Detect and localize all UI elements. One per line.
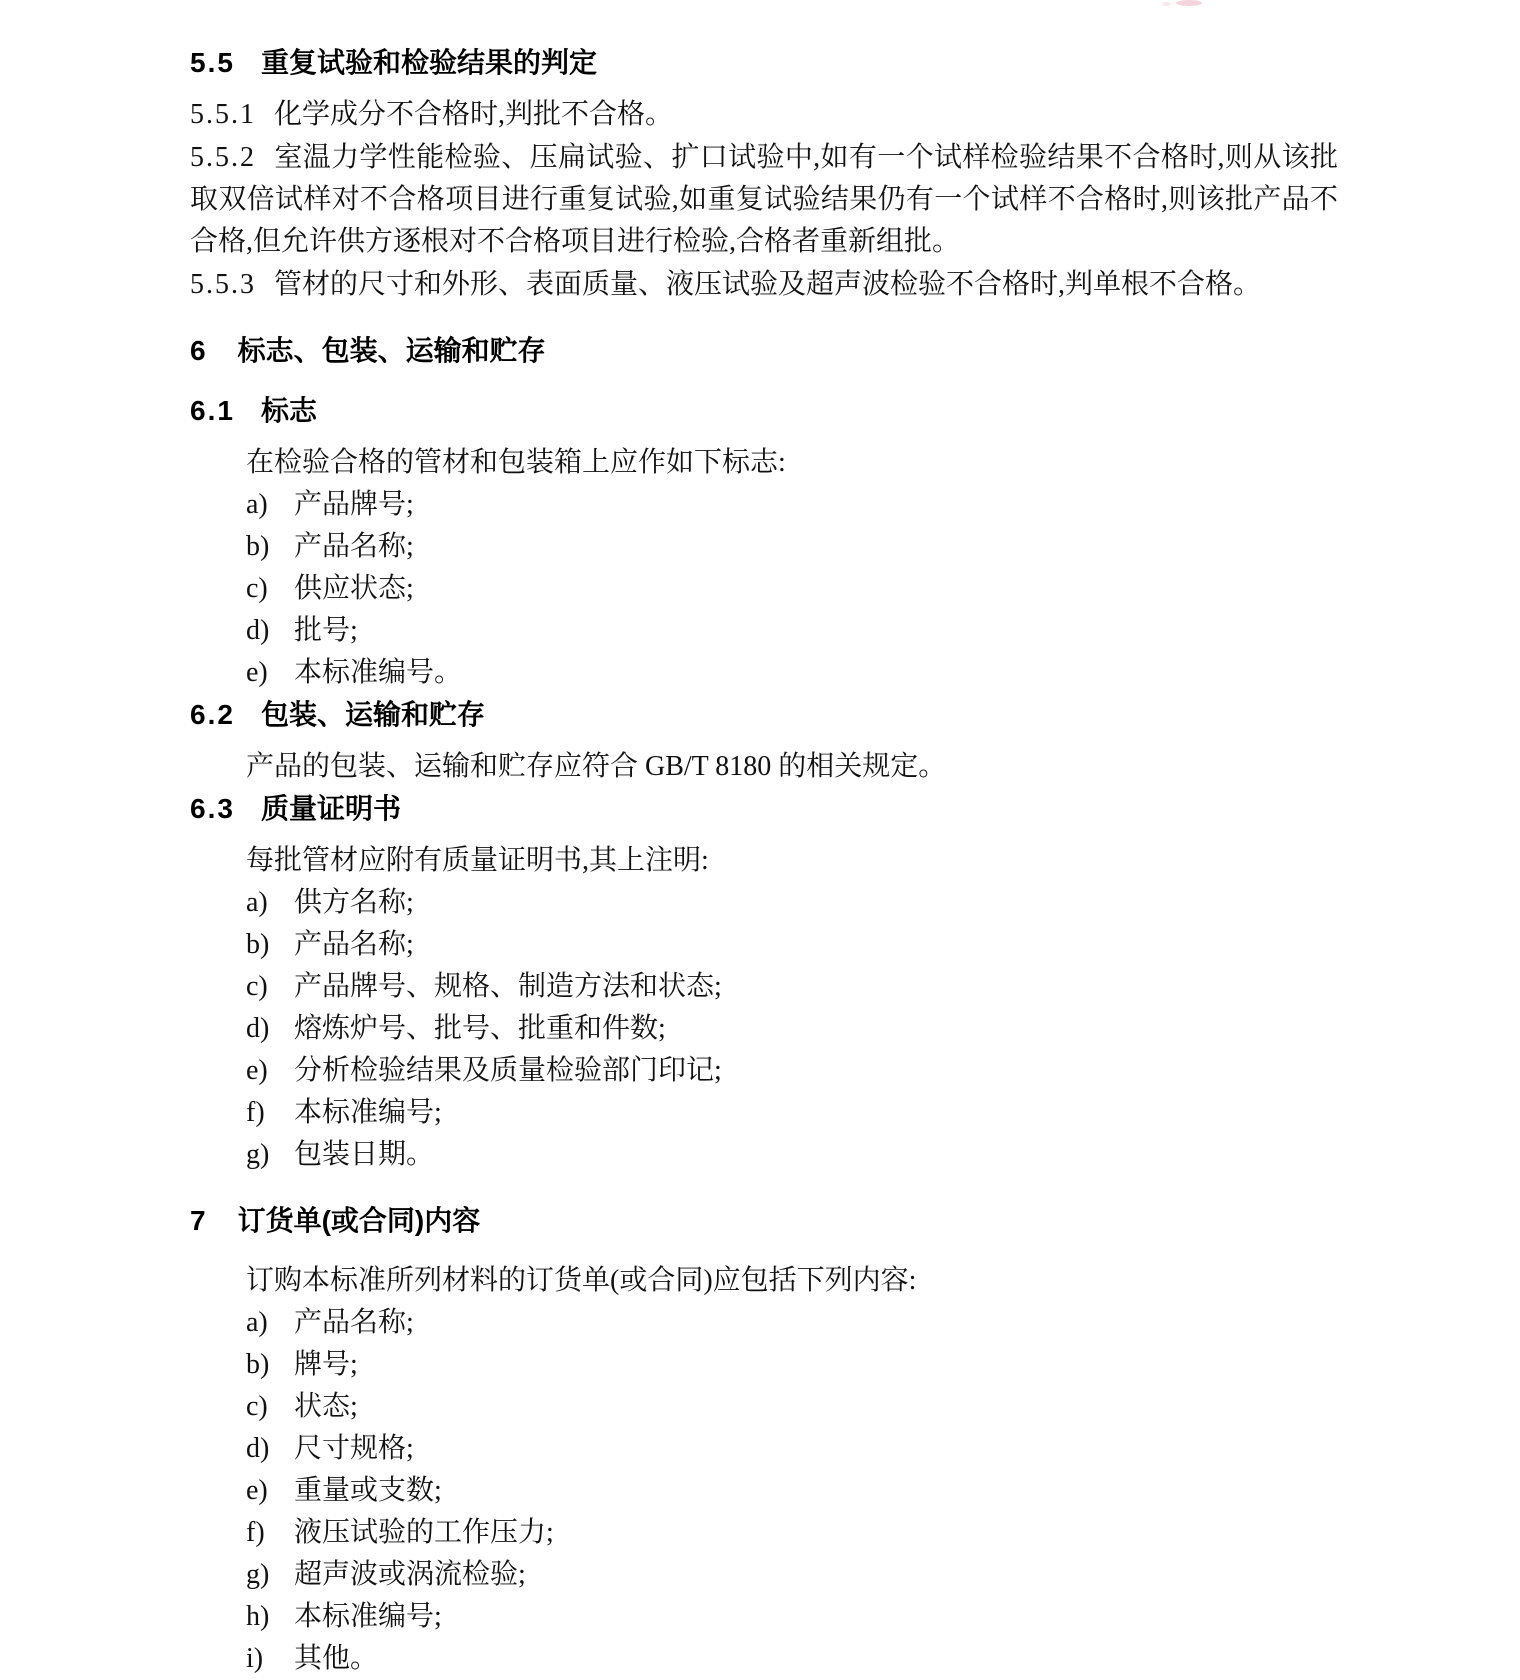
list-item-text: 本标准编号。 [294, 657, 463, 688]
section-number: 5.5 [190, 47, 235, 78]
list-item [190, 1302, 1338, 1344]
list-item [190, 1050, 1338, 1092]
list-item-marker: d) [246, 1433, 270, 1464]
section-heading-6-3 [190, 788, 1338, 830]
paragraph: 每批管材应附有质量证明书,其上注明: [246, 845, 709, 876]
list-item-text: 状态; [294, 1391, 358, 1422]
list-item-marker: a) [246, 489, 268, 520]
list-item [190, 1638, 1338, 1680]
paragraph: 在检验合格的管材和包装箱上应作如下标志: [246, 447, 786, 478]
list-item [190, 610, 1338, 652]
paragraph: 产品的包装、运输和贮存应符合 GB/T 8180 的相关规定。 [246, 751, 947, 782]
clause-number: 5.5.1 [190, 99, 256, 130]
section-number: 6.3 [190, 793, 235, 824]
clause-text: 化学成分不合格时,判批不合格。 [274, 99, 674, 130]
section-number: 7 [190, 1205, 208, 1236]
section-title: 质量证明书 [260, 793, 401, 824]
list-item-text: 供应状态; [294, 573, 414, 604]
list-item-marker: a) [246, 1307, 268, 1338]
list-item [190, 1428, 1338, 1470]
list-item-text: 本标准编号; [294, 1097, 442, 1128]
list-item-text: 牌号; [294, 1349, 358, 1380]
list-item-text: 产品名称; [294, 531, 414, 562]
section-title: 重复试验和检验结果的判定 [260, 47, 597, 78]
list-item [190, 526, 1338, 568]
list-item-text: 本标准编号; [294, 1601, 442, 1632]
list-item-text: 熔炼炉号、批号、批重和件数; [294, 1013, 666, 1044]
section-heading-6-1 [190, 390, 1338, 432]
list-item-marker: i) [246, 1643, 264, 1674]
list-item-marker: g) [246, 1139, 270, 1170]
list-item-marker: c) [246, 971, 268, 1002]
clause-text: 管材的尺寸和外形、表面质量、液压试验及超声波检验不合格时,判单根不合格。 [274, 269, 1262, 300]
list-item-text: 液压试验的工作压力; [294, 1517, 554, 1548]
list-item [190, 1386, 1338, 1428]
section-number: 6.1 [190, 395, 235, 426]
section-title: 标志 [260, 395, 317, 426]
list-item [190, 1092, 1338, 1134]
list-item [190, 652, 1338, 694]
list-item-text: 批号; [294, 615, 358, 646]
list-item-marker: b) [246, 929, 270, 960]
list-item-text: 重量或支数; [294, 1475, 442, 1506]
list-item-text: 产品名称; [294, 1307, 414, 1338]
list-item [190, 1470, 1338, 1512]
clause-number: 5.5.2 [190, 142, 256, 173]
clause-number: 5.5.3 [190, 269, 256, 300]
list-item-marker: g) [246, 1559, 270, 1590]
scan-artifact [1176, 0, 1202, 6]
list-item [190, 1512, 1338, 1554]
list-item-marker: d) [246, 615, 270, 646]
list-item-text: 尺寸规格; [294, 1433, 414, 1464]
list-item-text: 其他。 [294, 1643, 379, 1674]
section-title: 标志、包装、运输和贮存 [237, 335, 546, 366]
list-item [190, 882, 1338, 924]
section-number: 6.2 [190, 699, 235, 730]
clause-5-5-1 [190, 94, 1338, 136]
list-item [190, 1596, 1338, 1638]
list-item [190, 1344, 1338, 1386]
list-item-marker: e) [246, 1055, 268, 1086]
clause-text: 室温力学性能检验、压扁试验、扩口试验中,如有一个试样检验结果不合格时,则从该批取双倍试样对不合格项目进行重复试验,如重复试验结果仍有一个试样不合格时,则该批产品不合格,但允许供方逐根对不合格项目进行检验,合格者重新组批。 [190, 142, 1338, 257]
list-item [190, 924, 1338, 966]
clause-5-5-3 [190, 264, 1338, 306]
list-item [190, 484, 1338, 526]
list-item-marker: c) [246, 1391, 268, 1422]
list-item-marker: e) [246, 1475, 268, 1506]
list-item-marker: h) [246, 1601, 270, 1632]
list-item-marker: e) [246, 657, 268, 688]
list-item-marker: c) [246, 573, 268, 604]
section-title: 订货单(或合同)内容 [237, 1205, 481, 1236]
list-item-marker: a) [246, 887, 268, 918]
scan-artifact [1162, 2, 1171, 6]
list-item [190, 1554, 1338, 1596]
list-item-text: 产品名称; [294, 929, 414, 960]
list-item-text: 产品牌号、规格、制造方法和状态; [294, 971, 722, 1002]
section-number: 6 [190, 335, 208, 366]
list-item-marker: b) [246, 531, 270, 562]
section-heading-5-5 [190, 42, 1338, 84]
list-item [190, 568, 1338, 610]
list-item-marker: f) [246, 1517, 265, 1548]
list-item-text: 产品牌号; [294, 489, 414, 520]
list-item-text: 供方名称; [294, 887, 414, 918]
list-item [190, 966, 1338, 1008]
section-heading-6 [190, 330, 1338, 372]
list-item-marker: f) [246, 1097, 265, 1128]
list-item-marker: b) [246, 1349, 270, 1380]
list-item-text: 包装日期。 [294, 1139, 435, 1170]
section-heading-6-2 [190, 694, 1338, 736]
list-item [190, 1134, 1338, 1176]
section-heading-7 [190, 1200, 1338, 1242]
list-item-text: 超声波或涡流检验; [294, 1559, 526, 1590]
paragraph: 订购本标准所列材料的订货单(或合同)应包括下列内容: [246, 1265, 917, 1296]
list-item-marker: d) [246, 1013, 270, 1044]
list-item-text: 分析检验结果及质量检验部门印记; [294, 1055, 722, 1086]
clause-5-5-2 [190, 137, 1338, 263]
list-item [190, 1008, 1338, 1050]
section-title: 包装、运输和贮存 [260, 699, 485, 730]
